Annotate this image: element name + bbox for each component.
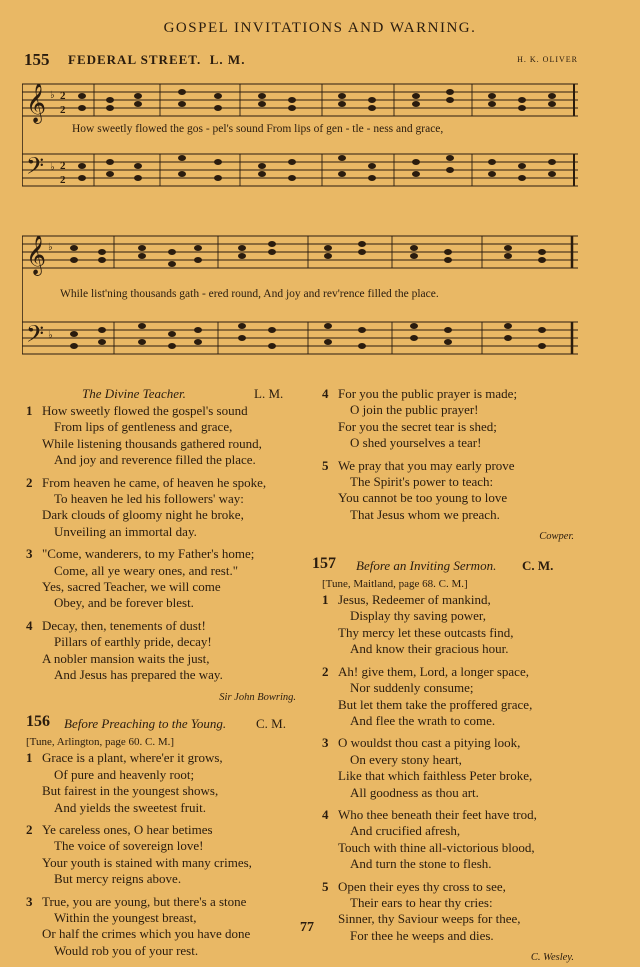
verse-5	[322, 879, 574, 945]
verse-line-text: Their ears to hear thy cries:	[350, 894, 493, 910]
verse-line-text: Like that which faithless Peter broke,	[338, 768, 533, 784]
verse-line	[322, 490, 574, 506]
verse-line-text: And know their gracious hour.	[350, 641, 509, 657]
verse-number: 3	[26, 893, 33, 909]
verse-line	[26, 579, 296, 595]
tune-name: FEDERAL STREET. L. M.	[68, 52, 246, 67]
hymn-157-heading: 157 Before an Inviting Sermon. C. M.	[312, 554, 554, 573]
verse-line-text: While listening thousands gathered round,	[42, 435, 262, 451]
svg-text:2: 2	[60, 104, 66, 116]
verse-line	[26, 546, 296, 562]
verse-3	[322, 735, 574, 801]
verse-line-text: And yields the sweetest fruit.	[54, 799, 206, 815]
svg-text:2: 2	[60, 174, 66, 186]
verse-line-text: How sweetly flowed the gospel's sound	[42, 403, 248, 418]
verse-line-text: On every stony heart,	[350, 751, 462, 767]
verse-line	[322, 386, 574, 402]
verse-line	[26, 436, 296, 452]
verse-number: 2	[26, 821, 33, 837]
verse-line	[322, 402, 574, 418]
author-cowper: Cowper.	[539, 531, 574, 543]
verse-line-text: Grace is a plant, where'er it grows,	[42, 750, 223, 766]
verse-line	[322, 768, 574, 784]
verse-line-text: A nobler mansion waits the just,	[42, 650, 210, 666]
verse-line-text: Touch with thine all-victorious blood,	[338, 839, 535, 855]
verse-line	[322, 879, 574, 895]
left-column	[26, 386, 296, 965]
svg-text:𝄞: 𝄞	[26, 83, 47, 123]
verse-line-text: Within the youngest breast,	[54, 909, 197, 925]
verse-1	[322, 592, 574, 658]
verse-line	[26, 910, 296, 926]
svg-text:♭: ♭	[50, 162, 55, 173]
verse-line-text: But let them take the proffered grace,	[338, 696, 533, 712]
verse-3	[26, 546, 296, 612]
verse-2	[322, 664, 574, 730]
verse-line-text: True, you are young, but there's a stone	[42, 893, 247, 909]
verse-line-text: Yes, sacred Teacher, we will come	[42, 579, 221, 595]
verse-line-text: O wouldst thou cast a pitying look,	[338, 735, 521, 751]
verse-line	[26, 750, 296, 766]
right-column	[312, 386, 574, 967]
verse-line	[322, 458, 574, 474]
verse-line-text: Come, all ye weary ones, and rest."	[54, 562, 238, 578]
verse-line	[26, 403, 296, 419]
verse-line	[26, 452, 296, 468]
verse-1	[26, 403, 296, 469]
verse-line	[26, 871, 296, 887]
verse-line-text: Would rob you of your rest.	[54, 942, 199, 958]
verse-line	[322, 697, 574, 713]
verse-line-text: "Come, wanderers, to my Father's home;	[42, 546, 255, 562]
verse-2	[26, 475, 296, 541]
verse-line	[26, 634, 296, 650]
verse-line-text: For thee he weeps and dies.	[350, 927, 494, 943]
verse-line-text: O join the public prayer!	[350, 402, 479, 418]
composer-name: H. K. OLIVER	[517, 55, 578, 64]
verse-line	[322, 713, 574, 729]
verse-line	[26, 767, 296, 783]
verse-line-text: Ah! give them, Lord, a longer space,	[338, 663, 529, 679]
verse-4	[322, 386, 574, 452]
verse-line	[26, 822, 296, 838]
verse-line	[322, 840, 574, 856]
verse-number: 5	[322, 457, 329, 473]
hymn-157-verses	[322, 592, 574, 944]
page-header: GOSPEL INVITATIONS AND WARNING.	[163, 20, 477, 36]
verse-line-text: Dark clouds of gloomy night he broke,	[42, 507, 244, 523]
verse-number: 4	[322, 806, 329, 822]
verse-line	[322, 680, 574, 696]
author-wesley: C. Wesley.	[530, 952, 574, 964]
page-number: 77	[300, 920, 314, 935]
hymn-156-continued-verses	[322, 386, 574, 523]
verse-line-text: And turn the stone to flesh.	[350, 856, 492, 872]
verse-line-text: To heaven he led his followers' way:	[54, 491, 244, 507]
verse-line	[322, 735, 574, 751]
svg-text:♭: ♭	[48, 242, 53, 253]
verse-line-text: Or half the crimes which you have done	[42, 926, 251, 942]
verse-line	[322, 435, 574, 451]
svg-text:2: 2	[60, 160, 66, 172]
verse-4	[26, 618, 296, 684]
hymn-number: 155	[24, 50, 50, 69]
poem-title-divine-teacher: The Divine Teacher. L. M.	[82, 386, 284, 401]
verse-line-text: Unveiling an immortal day.	[54, 523, 197, 539]
lyric-line-2: While list'ning thousands gath - ered round, And joy and rev'rence filled the place.	[60, 288, 439, 300]
verse-line-text: That Jesus whom we preach.	[350, 506, 500, 522]
verse-number: 1	[26, 403, 33, 418]
verse-number: 1	[26, 750, 33, 766]
verse-number: 2	[26, 474, 33, 490]
verse-line-text: We pray that you may early prove	[338, 457, 515, 473]
tune-reference-157: [Tune, Maitland, page 68. C. M.]	[322, 577, 468, 590]
verse-number: 4	[26, 617, 33, 633]
verse-number: 4	[322, 386, 329, 401]
music-system-2	[22, 228, 582, 362]
verse-line	[322, 823, 574, 839]
lyric-line-1: How sweetly flowed the gos - pel's sound From lips of gen - tle - ness and grace,	[72, 123, 444, 135]
verse-number: 3	[322, 735, 329, 751]
verse-line-text: O shed yourselves a tear!	[350, 435, 482, 451]
verse-line-text: And Jesus has prepared the way.	[54, 667, 223, 683]
verse-line	[26, 800, 296, 816]
verse-line-text: Nor suddenly consume;	[350, 680, 474, 696]
verse-line-text: Display thy saving power,	[350, 608, 486, 624]
verse-line-text: Your youth is stained with many crimes,	[42, 854, 252, 870]
verse-line	[322, 474, 574, 490]
divine-teacher-verses	[26, 403, 296, 684]
verse-line	[322, 752, 574, 768]
verse-line-text: For you the secret tear is shed;	[338, 418, 497, 434]
verse-line-text: Pillars of earthly pride, decay!	[54, 634, 212, 650]
verse-line-text: You cannot be too young to love	[338, 490, 508, 506]
verse-line-text: Open their eyes thy cross to see,	[338, 878, 506, 894]
verse-1	[26, 750, 296, 816]
verse-line-text: Of pure and heavenly root;	[54, 766, 195, 782]
hymn-156-heading: 156 Before Preaching to the Young. C. M.	[26, 712, 286, 731]
verse-line-text: And crucified afresh,	[350, 823, 461, 839]
verse-line	[322, 785, 574, 801]
verse-line	[26, 838, 296, 854]
verse-line	[322, 664, 574, 680]
verse-line	[26, 491, 296, 507]
verse-line	[26, 507, 296, 523]
verse-line	[26, 563, 296, 579]
verse-line	[322, 641, 574, 657]
verse-line	[322, 625, 574, 641]
svg-text:𝄢: 𝄢	[26, 320, 45, 353]
verse-line	[322, 419, 574, 435]
verse-line	[26, 783, 296, 799]
author-bowring: Sir John Bowring.	[219, 691, 296, 703]
svg-text:𝄢: 𝄢	[26, 152, 45, 185]
verse-line	[322, 856, 574, 872]
verse-line-text: Sinner, thy Saviour weeps for thee,	[338, 911, 521, 927]
verse-line	[322, 928, 574, 944]
verse-line-text: But fairest in the youngest shows,	[42, 783, 219, 799]
verse-line	[26, 419, 296, 435]
verse-line-text: From lips of gentleness and grace,	[54, 419, 233, 435]
svg-text:𝄞: 𝄞	[26, 235, 47, 275]
verse-line	[26, 855, 296, 871]
verse-4	[322, 807, 574, 873]
verse-line	[322, 911, 574, 927]
verse-line	[322, 592, 574, 608]
verse-number: 5	[322, 878, 329, 894]
verse-line-text: And joy and reverence filled the place.	[54, 452, 256, 468]
music-staves-1	[22, 76, 582, 200]
verse-5	[322, 458, 574, 524]
svg-text:♭: ♭	[48, 330, 53, 341]
verse-line	[322, 807, 574, 823]
verse-line	[26, 926, 296, 942]
hymn-155-heading	[24, 50, 614, 68]
verse-line-text: And flee the wrath to come.	[350, 712, 496, 728]
verse-line	[26, 595, 296, 611]
hymn-156-verses	[26, 750, 296, 959]
verse-line-text: The voice of sovereign love!	[54, 838, 204, 854]
tune-reference-156: [Tune, Arlington, page 60. C. M.]	[26, 735, 175, 748]
verse-line	[322, 895, 574, 911]
verse-number: 1	[322, 592, 329, 608]
verse-line-text: Thy mercy let these outcasts find,	[338, 624, 514, 640]
svg-text:♭: ♭	[50, 90, 55, 101]
svg-text:2: 2	[60, 90, 66, 102]
verse-line	[26, 651, 296, 667]
verse-number: 3	[26, 546, 33, 562]
verse-line-text: From heaven he came, of heaven he spoke,	[42, 474, 267, 490]
music-system-1	[22, 76, 582, 200]
verse-line-text: Obey, and be forever blest.	[54, 595, 194, 611]
verse-line-text: For you the public prayer is made;	[338, 386, 518, 401]
verse-line	[26, 475, 296, 491]
verse-line-text: But mercy reigns above.	[54, 871, 182, 887]
verse-line-text: All goodness as thou art.	[350, 784, 479, 800]
verse-line	[322, 608, 574, 624]
verse-line	[26, 667, 296, 683]
verse-line-text: Decay, then, tenements of dust!	[42, 617, 206, 633]
verse-line-text: Jesus, Redeemer of mankind,	[338, 592, 491, 608]
verse-number: 2	[322, 663, 329, 679]
verse-3	[26, 894, 296, 960]
verse-line	[26, 894, 296, 910]
verse-2	[26, 822, 296, 888]
verse-line	[26, 524, 296, 540]
verse-line	[26, 618, 296, 634]
verse-line-text: Who thee beneath their feet have trod,	[338, 806, 537, 822]
verse-line-text: Ye careless ones, O hear betimes	[42, 821, 213, 837]
verse-line-text: The Spirit's power to teach:	[350, 474, 494, 490]
verse-line	[322, 507, 574, 523]
